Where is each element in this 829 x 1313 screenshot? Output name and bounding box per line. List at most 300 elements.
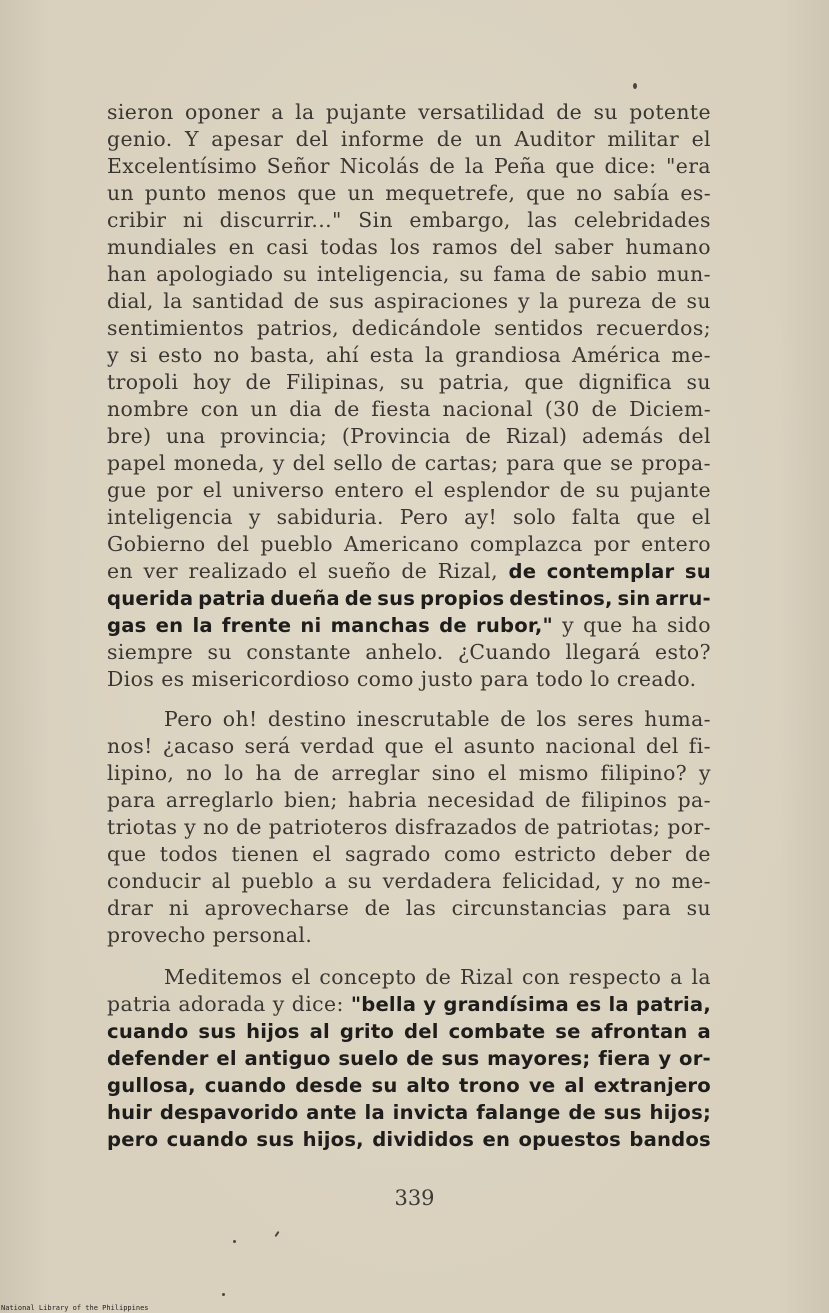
word: por-	[667, 815, 711, 839]
word: como	[443, 842, 501, 866]
word: entero	[641, 532, 711, 556]
word: ramos	[432, 235, 499, 259]
bold-word: propios	[419, 587, 505, 610]
word: patrios,	[256, 316, 339, 340]
word: Meditemos	[164, 965, 283, 989]
text-line	[107, 288, 711, 315]
word: que	[636, 505, 676, 529]
text-line	[107, 733, 711, 760]
bold-word: patria	[198, 587, 266, 610]
word: ¿Cuando	[458, 640, 552, 664]
bold-word: arru-	[655, 587, 711, 610]
word: su	[593, 100, 618, 124]
word: con	[522, 965, 561, 989]
word: seres	[577, 707, 634, 731]
bold-word: contemplar	[546, 560, 675, 583]
word: Sin	[358, 208, 394, 232]
text-line	[107, 126, 711, 153]
word: patrioteros	[268, 815, 388, 839]
word: dial,	[107, 289, 154, 313]
word: Nicolás	[339, 154, 420, 178]
word: de	[390, 451, 417, 475]
word: que	[583, 613, 623, 637]
word: se	[610, 451, 634, 475]
word: América	[571, 343, 661, 367]
word: aprovecharse	[204, 896, 350, 920]
bold-word: huir	[107, 1101, 153, 1124]
word: y	[562, 613, 574, 637]
word: si	[129, 343, 148, 367]
bold-word: cuando	[107, 1020, 189, 1043]
ink-speck	[233, 1240, 236, 1243]
text-line	[107, 450, 711, 477]
word: mundiales	[107, 235, 217, 259]
word: anhelo.	[365, 640, 444, 664]
bold-word: pero	[107, 1128, 159, 1151]
word: Dios	[107, 667, 155, 691]
ink-speck	[274, 1231, 279, 1237]
word: y	[612, 869, 625, 893]
word: huma-	[644, 707, 711, 731]
word: un	[475, 127, 503, 151]
bold-word: hijos;	[649, 1101, 711, 1124]
word: concepto	[319, 965, 417, 989]
word: punto	[144, 181, 207, 205]
word: el	[202, 478, 223, 502]
word: realizado	[188, 559, 288, 583]
bold-word: rubor,"	[476, 614, 553, 637]
word: arreglarlo	[165, 788, 274, 812]
word: fi-	[688, 734, 711, 758]
word: dignifica	[578, 370, 672, 394]
text-line	[107, 841, 711, 868]
bold-word: de	[406, 1047, 434, 1070]
word: su	[399, 370, 425, 394]
word: oponer	[184, 100, 260, 124]
bold-word: hijos,	[302, 1128, 364, 1151]
bold-word: de	[439, 614, 467, 637]
word: y	[184, 815, 197, 839]
bold-word: la	[608, 993, 629, 1016]
bold-word: el	[216, 1047, 237, 1070]
bold-word: la	[364, 1101, 385, 1124]
word: sueño	[327, 559, 391, 583]
word: con	[200, 397, 239, 421]
word: me-	[671, 343, 711, 367]
bold-word: ve	[528, 1074, 556, 1097]
text-line	[107, 760, 711, 787]
word: apesar	[211, 127, 284, 151]
word: patria,	[438, 370, 511, 394]
text-line	[107, 585, 711, 612]
word: todo	[535, 667, 584, 691]
word: universo	[232, 478, 325, 502]
text-line	[107, 369, 711, 396]
word: pureza	[568, 289, 642, 313]
bold-word: la	[192, 614, 213, 637]
word: aspiraciones	[373, 289, 509, 313]
word: esplendor	[443, 478, 550, 502]
word: discurrir..."	[219, 208, 342, 232]
text-line	[107, 666, 711, 693]
word: el	[487, 761, 507, 785]
word: personal.	[212, 923, 313, 947]
word: la	[539, 289, 559, 313]
word: bien;	[284, 788, 338, 812]
word: para	[622, 896, 672, 920]
bold-word: ni	[300, 614, 322, 637]
bold-word: or-	[679, 1047, 711, 1070]
word: que	[562, 451, 603, 475]
word: el	[414, 478, 434, 502]
ink-speck	[633, 83, 637, 89]
word: casi	[266, 235, 309, 259]
word: provincia;	[220, 424, 328, 448]
word: de	[429, 154, 456, 178]
word: ha	[255, 761, 282, 785]
word: inteligencia,	[316, 262, 450, 286]
text-line	[107, 814, 711, 841]
word: de	[591, 397, 618, 421]
word: ha	[631, 613, 658, 637]
word: Pero	[399, 505, 449, 529]
bold-word: combate	[448, 1020, 546, 1043]
bold-word: cuando	[204, 1074, 287, 1097]
word: siempre	[107, 640, 194, 664]
text-line	[107, 396, 711, 423]
word: su	[459, 262, 484, 286]
word: que	[297, 181, 337, 205]
word: de	[651, 289, 677, 313]
text-line	[107, 477, 711, 504]
bold-word: antiguo	[244, 1047, 331, 1070]
word: inteligencia	[107, 505, 234, 529]
bold-word: a	[697, 1020, 711, 1043]
word: todos	[159, 842, 219, 866]
word: de	[364, 896, 391, 920]
word: nos!	[107, 734, 153, 758]
bold-word: afrontan	[590, 1020, 688, 1043]
word: felicidad,	[502, 869, 602, 893]
text-line	[107, 1099, 711, 1126]
word: ay!	[464, 505, 498, 529]
bold-word: cuando	[166, 1128, 249, 1151]
word: del	[509, 235, 543, 259]
text-line	[107, 234, 711, 261]
word: justo	[420, 667, 474, 691]
word: una	[165, 424, 206, 448]
word: entero	[334, 478, 405, 502]
word: dice:	[291, 992, 344, 1016]
word: el	[291, 965, 311, 989]
word: complazca	[470, 532, 583, 556]
word: como	[356, 667, 414, 691]
bold-word: gas	[107, 614, 147, 637]
bold-word: dueña	[270, 587, 340, 610]
ink-speck	[222, 1293, 225, 1296]
word: propa-	[641, 451, 711, 475]
bold-word: es	[576, 993, 602, 1016]
word: de	[500, 707, 527, 731]
word: Señor	[266, 154, 330, 178]
word: a	[271, 100, 284, 124]
word: el	[297, 559, 318, 583]
word: su	[686, 289, 711, 313]
word: sino	[431, 761, 476, 785]
word: del	[678, 424, 711, 448]
bold-word: falange	[476, 1101, 561, 1124]
word: de	[293, 289, 320, 313]
word: sabía	[613, 181, 670, 205]
bold-word: mayores;	[487, 1047, 591, 1070]
word: de	[545, 788, 572, 812]
word: un	[250, 397, 278, 421]
word: Rizal)	[505, 424, 568, 448]
word: cribir	[107, 208, 167, 232]
word: creado.	[616, 667, 697, 691]
bold-word: sus	[603, 1101, 642, 1124]
word: todas	[320, 235, 379, 259]
word: humano	[625, 235, 711, 259]
text-line	[107, 531, 711, 558]
bold-word: de	[568, 1101, 597, 1124]
word: Rizal,	[437, 559, 498, 583]
word: solo	[512, 505, 557, 529]
word: pueblo	[260, 532, 333, 556]
word: sello	[333, 451, 384, 475]
word: lo	[224, 761, 244, 785]
word: de	[465, 424, 492, 448]
word: en	[228, 235, 255, 259]
bold-word: "bella	[350, 993, 417, 1016]
word: por	[156, 478, 193, 502]
word: las	[405, 896, 437, 920]
word: pujante	[630, 478, 711, 502]
word: la	[424, 343, 445, 367]
word: papel	[107, 451, 166, 475]
bold-word: sus	[441, 1047, 480, 1070]
word: sieron	[107, 100, 174, 124]
word: ver	[143, 559, 179, 583]
word: pujante	[325, 100, 407, 124]
bold-word: su	[684, 560, 711, 583]
bold-word: desde	[295, 1074, 363, 1097]
word: bre)	[107, 424, 152, 448]
word: han	[107, 262, 147, 286]
word: por	[593, 532, 631, 556]
word: (Provincia	[341, 424, 451, 448]
word: deber	[609, 842, 672, 866]
word: Americano	[344, 532, 459, 556]
bold-word: se	[555, 1020, 581, 1043]
word: filipinos	[581, 788, 668, 812]
word: sentidos	[494, 316, 584, 340]
text-line	[107, 558, 711, 585]
word: la	[163, 289, 183, 313]
word: de	[235, 815, 262, 839]
word: un	[347, 181, 375, 205]
bold-word: grito	[339, 1020, 395, 1043]
word: el	[312, 842, 332, 866]
word: llegará	[565, 640, 641, 664]
word: Filipinas,	[285, 370, 386, 394]
word: menos	[217, 181, 287, 205]
word: no	[213, 343, 240, 367]
word: el	[691, 505, 711, 529]
word: lo	[590, 667, 610, 691]
word: esto?	[654, 640, 711, 664]
word: la	[691, 965, 711, 989]
bold-word: trono	[459, 1074, 520, 1097]
word: de	[425, 965, 452, 989]
word: será	[244, 734, 291, 758]
text-line	[107, 868, 711, 895]
word: la	[464, 154, 485, 178]
word: de	[401, 559, 428, 583]
word: nombre	[107, 397, 190, 421]
word: las	[527, 208, 558, 232]
word: Auditor	[514, 127, 595, 151]
word: dice:	[604, 154, 657, 178]
text-line	[107, 612, 711, 639]
word: cartas;	[424, 451, 499, 475]
text-line	[107, 207, 711, 234]
word: que	[107, 842, 147, 866]
word: el	[691, 127, 711, 151]
word: gue	[107, 478, 147, 502]
word: su	[686, 896, 711, 920]
word: al	[211, 869, 231, 893]
bold-word: patria,	[635, 993, 711, 1016]
word: no	[634, 869, 661, 893]
text-line	[107, 180, 711, 207]
text-line	[107, 964, 711, 991]
word: adorada	[178, 992, 266, 1016]
bold-word: y	[423, 993, 437, 1016]
word: no	[186, 761, 213, 785]
word: recuerdos;	[596, 316, 711, 340]
word: grandiosa	[455, 343, 562, 367]
word: y	[698, 761, 711, 785]
body-text	[107, 99, 711, 1153]
word: pueblo	[241, 869, 314, 893]
word: ahí	[325, 343, 359, 367]
bold-word: sin	[617, 587, 651, 610]
text-line	[107, 706, 711, 733]
bold-word: destinos,	[509, 587, 613, 610]
word: para	[480, 667, 529, 691]
word: Peña	[493, 154, 546, 178]
word: de	[556, 100, 583, 124]
text-line	[107, 99, 711, 126]
word: pa-	[677, 788, 711, 812]
word: moneda,	[173, 451, 265, 475]
bold-word: al	[564, 1074, 585, 1097]
word: sentimientos	[107, 316, 245, 340]
word: los	[536, 707, 567, 731]
word: saber	[554, 235, 614, 259]
word: la	[295, 100, 315, 124]
word: embargo,	[409, 208, 511, 232]
word: su	[347, 869, 373, 893]
text-line	[107, 261, 711, 288]
word: sabiduria.	[276, 505, 384, 529]
text-line	[107, 991, 711, 1018]
word: asunto	[463, 734, 536, 758]
bold-word: y	[658, 1047, 672, 1070]
word: nacional	[442, 397, 533, 421]
word: hoy	[192, 370, 232, 394]
text-line	[107, 1072, 711, 1099]
word: necesidad	[427, 788, 535, 812]
text-line	[107, 1045, 711, 1072]
text-line	[107, 423, 711, 450]
bold-word: en	[155, 614, 184, 637]
word: ni	[182, 208, 204, 232]
word: para	[506, 451, 556, 475]
word: tropoli	[107, 370, 179, 394]
word: patria	[107, 992, 172, 1016]
paragraph	[107, 706, 711, 949]
word: sabio	[590, 262, 648, 286]
word: dedicándole	[351, 316, 482, 340]
text-line	[107, 1018, 711, 1045]
word: de	[293, 761, 320, 785]
word: oh!	[222, 707, 258, 731]
bold-word: bandos	[629, 1128, 711, 1151]
word: apologiado	[156, 262, 274, 286]
word: militar	[607, 127, 680, 151]
word: basta,	[250, 343, 316, 367]
text-line	[107, 315, 711, 342]
word: lipino,	[107, 761, 175, 785]
word: fiesta	[371, 397, 431, 421]
bold-word: al	[309, 1020, 330, 1043]
word: provecho	[107, 923, 206, 947]
word: Pero	[164, 707, 213, 731]
word: y	[248, 505, 261, 529]
word: su	[282, 262, 308, 286]
word: falta	[571, 505, 621, 529]
bold-word: ante	[306, 1101, 357, 1124]
word: patriotas;	[556, 815, 661, 839]
word: que	[526, 181, 566, 205]
bold-word: del	[404, 1020, 439, 1043]
word: destino	[267, 707, 347, 731]
paragraph	[107, 964, 711, 1153]
word: del	[295, 127, 329, 151]
word: los	[389, 235, 421, 259]
word: triotas	[107, 815, 178, 839]
word: mismo	[518, 761, 589, 785]
text-line	[107, 895, 711, 922]
word: sido	[666, 613, 711, 637]
word: de	[245, 370, 272, 394]
word: Diciem-	[629, 397, 711, 421]
word: (30	[544, 397, 580, 421]
bold-word: de	[508, 560, 537, 583]
word: santidad	[192, 289, 285, 313]
bold-word: frente	[221, 614, 292, 637]
text-line	[107, 639, 711, 666]
word: me-	[671, 869, 711, 893]
text-line	[107, 342, 711, 369]
word: y	[107, 343, 119, 367]
word: nacional	[545, 734, 636, 758]
bold-word: manchas	[330, 614, 430, 637]
word: genio.	[107, 127, 173, 151]
word: fama	[493, 262, 546, 286]
